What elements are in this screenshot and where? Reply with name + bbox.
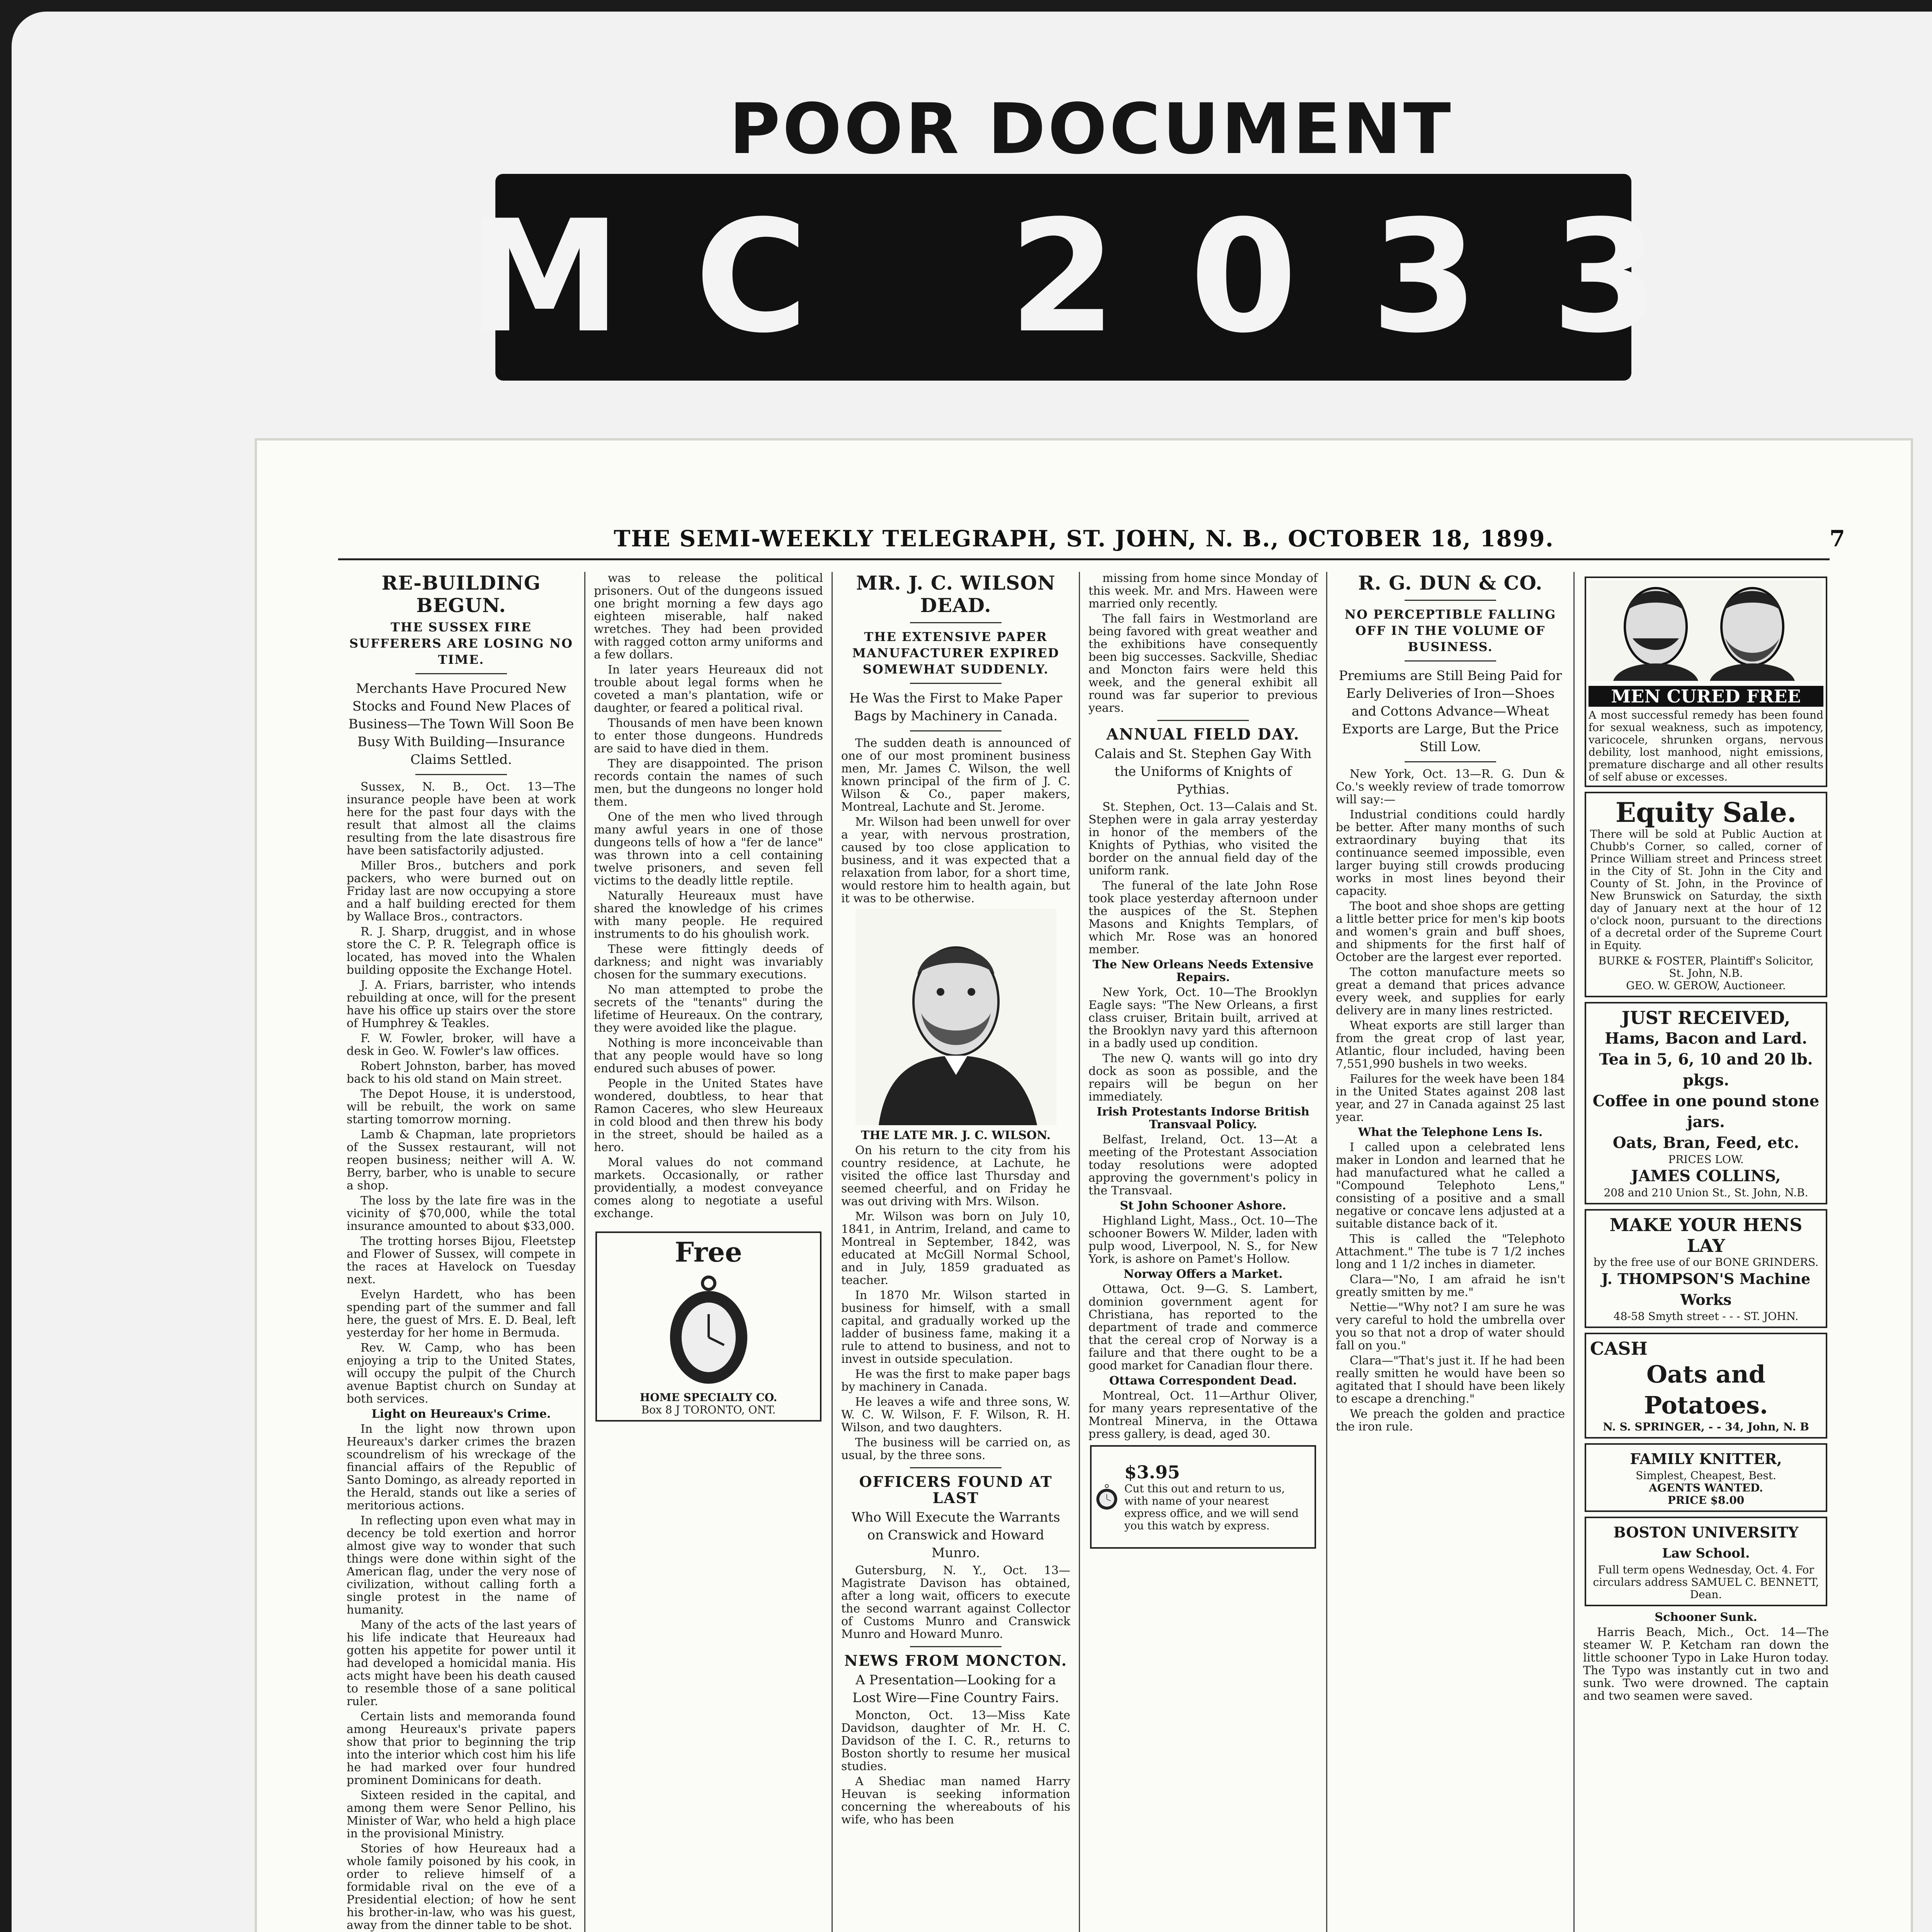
paragraph: The Depot House, it is understood, will be rebuilt, the work on same starting tomorrow morning. [347,1087,576,1126]
paragraph: Montreal, Oct. 11—Arthur Oliver, for many years representative of the Montreal Minerva, in the Ottawa press gallery, is dead, aged 30. [1088,1389,1318,1441]
family-knitter-ad [1585,1443,1827,1512]
column-5 [1327,572,1575,1932]
paragraph: Highland Light, Mass., Oct. 10—The schooner Bowers W. Milder, laden with pulp wood, Liverpool, N. S., for New York, is ashore on Pamet's Hollow. [1088,1214,1318,1266]
deck: THE EXTENSIVE PAPER MANUFACTURER EXPIRED SOMEWHAT SUDDENLY. [852,629,1060,677]
watch-price: $3.95 [1124,1462,1180,1483]
page-number: 7 [1829,526,1845,552]
portrait-engraving [855,909,1056,1125]
summary: Merchants Have Procured New Stocks and Found New Places of Business—The Town Will Soon Be Busy With Building—Insurance Claims Settled. [348,681,574,767]
headline: R. G. DUN & CO. [1358,572,1543,594]
paragraph: F. W. Fowler, broker, will have a desk in Geo. W. Fowler's law offices. [347,1032,576,1058]
column-4 [1080,572,1327,1932]
ad-text: A most successful remedy has been found for sexual weakness, such as impotency, varicocele, shrunken organs, nervous debility, lost manhood, night emissions, premature discharge and all other results of self abuse or excesses. [1588,709,1823,783]
watch-icon [662,1272,755,1388]
ad-text: Full term opens Wednesday, Oct. 4. For circulars address SAMUEL C. BENNETT, Dean. [1593,1563,1819,1601]
column-3 [833,572,1080,1932]
ad-merchant: N. S. SPRINGER, - - 34, John, N. B [1603,1420,1809,1433]
paragraph: This is called the "Telephoto Attachment." The tube is 7 1/2 inches long and 1 1/2 inches in diameter. [1336,1232,1565,1271]
equity-sale-notice [1585,792,1827,997]
headline: RE-BUILDING BEGUN. [381,572,541,617]
ad-subtitle: Law School. [1662,1546,1750,1561]
ad-prices: PRICES LOW. [1668,1153,1744,1166]
oats-potatoes-ad [1585,1333,1827,1439]
paragraph: Harris Beach, Mich., Oct. 14—The steamer W. P. Ketcham ran down the little schooner Typo in Lake Huron today. The Typo was instantly cut in two and sunk. Two were drowned. The captain and two seamen were saved. [1583,1626,1829,1703]
paragraph: Rev. W. Camp, who has been enjoying a trip to the United States, will occupy the pulpit of the Church avenue Baptist church on Sunday at both services. [347,1341,576,1406]
paragraph: No man attempted to probe the secrets of the "tenants" during the lifetime of Heureaux. On the contrary, they were avoided like the plague. [594,983,823,1035]
paragraph: Sussex, N. B., Oct. 13—The insurance people have been at work here for the past four days with the result that almost all the claims resulting from the late disastrous fire have been satisfactorily adjusted. [347,780,576,857]
divider [910,1467,1002,1468]
ad-price: PRICE $8.00 [1667,1494,1745,1507]
paragraph: Miller Bros., butchers and pork packers, who were burned out on Friday last are now occupying a store and a half building erected for them by Wallace Bros., contractors. [347,859,576,923]
ad-title: MAKE YOUR HENS LAY [1609,1214,1803,1256]
watch-ad [1090,1445,1316,1549]
column-2 [585,572,833,1932]
ad-address: 208 and 210 Union St., St. John, N.B. [1604,1186,1808,1199]
notice-solicitor: BURKE & FOSTER, Plaintiff's Solicitor, St. John, N.B. [1598,954,1814,980]
pocket-watch-icon [1095,1451,1118,1543]
headline: ANNUAL FIELD DAY. [1106,725,1300,743]
ad-company: HOME SPECIALTY CO. [639,1391,777,1404]
paragraph: Robert Johnston, barber, has moved back to his old stand on Main street. [347,1060,576,1086]
watch-text: Cut this out and return to us, with name of your nearest express office, and we will send you this watch by express. [1124,1482,1299,1532]
divider [1405,761,1496,762]
divider [1405,660,1496,662]
divider [415,774,507,775]
ad-address: Box 8 J TORONTO, ONT. [641,1403,776,1416]
ad-title: Free [675,1236,742,1268]
reel-code: MC 2033 [467,187,1733,367]
paragraph: People in the United States have wondered, doubtless, to hear that Ramon Caceres, who slew Heureaux in cold blood and then threw his body in the street, should be hailed as a hero. [594,1077,823,1154]
ad-subtitle: Simplest, Cheapest, Best. [1636,1469,1776,1482]
headline: OFFICERS FOUND AT LAST [859,1473,1053,1507]
ad-title: MEN CURED FREE [1588,686,1823,707]
column-6 [1575,572,1837,1932]
paragraph: The boot and shoe shops are getting a little better price for men's kip boots and women's grain and buff shoes, and shipments for the first half of October are the largest ever reported. [1336,900,1565,964]
paragraph: Lamb & Chapman, late proprietors of the Sussex restaurant, will not reopen business; neither will A. W. Berry, barber, who is unable to secure a shop. [347,1128,576,1192]
paragraph: Mr. Wilson was born on July 10, 1841, in Antrim, Ireland, and came to Montreal in September, 1842, was educated at McGill Normal School, and in July, 1859 graduated as teacher. [841,1210,1070,1287]
deck: THE SUSSEX FIRE SUFFERERS ARE LOSING NO TIME. [349,620,573,667]
paragraph: New York, Oct. 13—R. G. Dun & Co.'s weekly review of trade tomorrow will say:— [1336,767,1565,806]
divider [910,730,1002,731]
paragraph: A Shediac man named Harry Heuvan is seeking information concerning the whereabouts of his wife, who has been [841,1775,1070,1827]
paragraph: Moncton, Oct. 13—Miss Kate Davidson, daughter of Mr. H. C. Davidson of the I. C. R., returns to Boston shortly to resume her musical studies. [841,1709,1070,1773]
ad-title: JUST RECEIVED, [1621,1007,1791,1028]
paragraph: In later years Heureaux did not trouble about legal forms when he coveted a man's plantation, wife or daughter, or feared a political rival. [594,663,823,715]
ad-address: 48-58 Smyth street - - - ST. JOHN. [1613,1310,1799,1323]
ad-line: Tea in 5, 6, 10 and 20 lb. pkgs. [1599,1050,1813,1089]
ad-title: Oats and Potatoes. [1644,1360,1768,1419]
paragraph: Many of the acts of the last years of his life indicate that Heureaux had gotten his appetite for power until it had developed a homicidal mania. His acts might have been his death caused to resemble those of a sane political ruler. [347,1618,576,1708]
deck: NO PERCEPTIBLE FALLING OFF IN THE VOLUME OF BUSINESS. [1344,607,1556,654]
paragraph: The business will be carried on, as usual, by the three sons. [841,1436,1070,1462]
paragraph: I called upon a celebrated lens maker in London and learned that he had manufactured what he called a "Compound Telephoto Lens," consisting of a positive and a small negative or concave lens adjusted at a suitable distance back of it. [1336,1141,1565,1231]
ad-title: BOSTON UNIVERSITY [1613,1524,1799,1541]
paragraph: Evelyn Hardett, who has been spending part of the summer and fall here, the guest of Mrs. E. D. Beal, left yesterday for her home in Bermuda. [347,1288,576,1340]
paragraph: Ottawa, Oct. 9—G. S. Lambert, dominion government agent for Christiana, has reported to the department of trade and commerce that the cereal crop of Norway is a failure and that there ought to be a good market for Canadian flour there. [1088,1282,1318,1372]
paragraph: Industrial conditions could hardly be better. After many months of such extraordinary buying that its continuance seemed impossible, even larger buying still crowds producing works in most lines beyond their capacity. [1336,808,1565,898]
divider [1405,600,1496,601]
paragraph: Nothing is more inconceivable than that any people would have so long endured such abuses of power. [594,1036,823,1075]
headline: NEWS FROM MONCTON. [844,1652,1068,1669]
summary: He Was the First to Make Paper Bags by Machinery in Canada. [849,690,1063,724]
ad-cash: CASH [1590,1338,1648,1359]
summary: A Presentation—Looking for a Lost Wire—Fine Country Fairs. [852,1672,1059,1706]
paragraph: The funeral of the late John Rose took place yesterday afternoon under the auspices of the St. Stephen Masons and Knights Templars, of which Mr. Rose was an honored member. [1088,879,1318,956]
ad-line: Coffee in one pound stone jars. [1592,1092,1820,1131]
bone-grinder-ad [1585,1209,1827,1328]
paragraph: They are disappointed. The prison records contain the names of such men, but the dungeons no longer hold them. [594,757,823,809]
divider [1157,720,1249,721]
paragraph: Moral values do not command markets. Occasionally, or rather providentially, a modest conveyance comes along to negotiate a useful exchange. [594,1156,823,1220]
paragraph: The fall fairs in Westmorland are being favored with great weather and the exhibitions have consequently been big successes. Sackville, Shediac and Moncton fairs were held this week, and the general exhibit all round was far superior to previous years. [1088,612,1318,715]
paragraph: We preach the golden and practice the iron rule. [1336,1407,1565,1434]
subheading: The New Orleans Needs Extensive Repairs. [1092,958,1314,984]
paragraph: In reflecting upon even what may in decency be told exertion and horror almost give way to wonder that such things were done within sight of the American flag, under the very nose of civilization, without calling forth a single protest in the name of humanity. [347,1514,576,1617]
paragraph: Belfast, Ireland, Oct. 13—At a meeting of the Protestant Association today resolutions were adopted approving the government's policy in the Transvaal. [1088,1133,1318,1197]
two-portraits-engraving [1590,580,1822,681]
paragraph: Clara—"That's just it. If he had been really smitten he would have been so agitated that I should have been likely to escape a drenching." [1336,1354,1565,1406]
ad-merchant: JAMES COLLINS, [1631,1167,1781,1185]
paragraph: Thousands of men have been known to enter those dungeons. Hundreds are said to have died in them. [594,716,823,755]
paragraph: Mr. Wilson had been unwell for over a year, with nervous prostration, caused by too close application to business, and it was expected that a relaxation from labor, for a short time, would restore him to health again, but it was to be otherwise. [841,815,1070,905]
summary: Calais and St. Stephen Gay With the Uniforms of Knights of Pythias. [1094,746,1312,797]
paragraph: These were fittingly deeds of darkness; and night was invariably chosen for the summary executions. [594,942,823,981]
paragraph: Gutersburg, N. Y., Oct. 13—Magistrate Davison has obtained, after a long wait, officers to execute the second warrant against Collector of Customs Munro and Cranswick Munro and Howard Munro. [841,1564,1070,1641]
paragraph: On his return to the city from his country residence, at Lachute, he visited the office last Thursday and seemed cheerful, and on Friday he was out driving with Mrs. Wilson. [841,1144,1070,1208]
newspaper-page [257,440,1911,1932]
divider [910,622,1002,623]
paragraph: He leaves a wife and three sons, W. W. C. W. Wilson, F. F. Wilson, R. H. Wilson, and two daughters. [841,1395,1070,1434]
poor-document-label: POOR DOCUMENT [729,89,1453,170]
paragraph: New York, Oct. 10—The Brooklyn Eagle says: "The New Orleans, a first class cruiser, Britain built, arrived at the Brooklyn navy yard this afternoon in a badly used up condition. [1088,986,1318,1050]
paragraph: He was the first to make paper bags by machinery in Canada. [841,1367,1070,1394]
paragraph: In 1870 Mr. Wilson started in business for himself, with a small capital, and gradually worked up the ladder of business fame, making it a rule to attend to business, and not to invest in outside speculation. [841,1289,1070,1366]
paragraph: Stories of how Heureaux had a whole family poisoned by his cook, in order to relieve himself of a formidable rival on the eve of a Presidential election; of how he sent his brother-in-law, who was his guest, away from the dinner table to be shot. [347,1842,576,1932]
paragraph: The sudden death is announced of one of our most prominent business men, Mr. James C. Wilson, the well known principal of the firm of J. C. Wilson & Co., paper makers, Montreal, Lachute and St. Jerome. [841,736,1070,814]
paragraph: The loss by the late fire was in the vicinity of $70,000, while the total insurance amounted to about $33,000. [347,1194,576,1233]
divider [910,1646,1002,1647]
ad-subtitle: by the free use of our BONE GRINDERS. [1593,1256,1819,1269]
paragraph: Certain lists and memoranda found among Heureaux's private papers show that prior to beginning the trip into the interior which cost him his life he had marked over four hundred prominent Dominicans for death. [347,1710,576,1787]
summary: Premiums are Still Being Paid for Early Deliveries of Iron—Shoes and Cottons Advance—Wheat Exports are Large, But the Price Still Low. [1338,668,1562,755]
paragraph: St. Stephen, Oct. 13—Calais and St. Stephen were in gala array yesterday in honor of the members of the Knights of Pythias, who visited the border on the annual field day of the uniform rank. [1088,800,1318,878]
men-cured-ad [1585,577,1827,787]
ad-line: Oats, Bran, Feed, etc. [1612,1134,1799,1152]
paragraph: Failures for the week have been 184 in the United States against 208 last year, and 27 in Canada against 25 last year. [1336,1072,1565,1124]
paragraph: Naturally Heureaux must have shared the knowledge of his crimes with many people. He required instruments to do his ghoulish work. [594,889,823,941]
subheading: Norway Offers a Market. [1123,1267,1283,1281]
column-1 [338,572,585,1932]
divider [910,683,1002,684]
paragraph: was to release the political prisoners. Out of the dungeons issued one bright morning a few days ago eighteen miserable, half naked wretches. They had been provided with ragged cotton army uniforms and a few dollars. [594,572,823,662]
subheading: Schooner Sunk. [1655,1611,1757,1624]
paragraph: missing from home since Monday of this week. Mr. and Mrs. Haween were married only recently. [1088,572,1318,611]
reel-code-box [467,174,1733,381]
subheading: Light on Heureaux's Crime. [371,1407,551,1421]
paragraph: In the light now thrown upon Heureaux's darker crimes the brazen scoundrelism of his wreckage of the financial affairs of the Republic of Santo Domingo, as already reported in the Herald, stands out like a series of meritorious actions. [347,1422,576,1512]
portrait-caption: THE LATE MR. J. C. WILSON. [861,1129,1051,1142]
paragraph: The trotting horses Bijou, Fleetstep and Flower of Sussex, will compete in the races at Havelock on Tuesday next. [347,1235,576,1286]
subheading: Irish Protestants Indorse British Transvaal Policy. [1097,1105,1310,1131]
paragraph: Nettie—"Why not? I am sure he was very careful to hold the umbrella over you so that not a drop of water should fall on you." [1336,1301,1565,1352]
divider [415,673,507,674]
paragraph: One of the men who lived through many awful years in one of those dungeons tells of how a "fer de lance" was thrown into a cell containing twelve prisoners, and seven fell victims to the deadly little reptile. [594,810,823,888]
summary: Who Will Execute the Warrants on Cranswick and Howard Munro. [851,1510,1060,1561]
ad-agents: AGENTS WANTED. [1649,1481,1763,1494]
ad-company: J. THOMPSON'S Machine Works [1601,1270,1811,1308]
masthead: THE SEMI-WEEKLY TELEGRAPH, ST. JOHN, N. B., OCTOBER 18, 1899. [614,526,1554,552]
subheading: What the Telephone Lens Is. [1358,1126,1543,1139]
paragraph: R. J. Sharp, druggist, and in whose store the C. P. R. Telegraph office is located, has moved into the Whalen building opposite the Exchange Hotel. [347,925,576,977]
notice-auctioneer: GEO. W. GEROW, Auctioneer. [1626,979,1786,992]
ad-title: FAMILY KNITTER, [1630,1450,1782,1468]
paragraph: Wheat exports are still larger than from the great crop of last year, Atlantic, flour included, having been 7,551,990 bushels in two weeks. [1336,1019,1565,1071]
headline: MR. J. C. WILSON DEAD. [856,572,1056,617]
free-watch-ad [595,1231,821,1422]
notice-text: There will be sold at Public Auction at Chubb's Corner, so called, corner of Prince William street and Princess street in the City of St. John in the City and County of St. John, in the Province of New Brunswick on Saturday, the sixth day of January next at the hour of 12 o'clock noon, pursuant to the directions of a decretal order of the Supreme Court in Equity. [1590,828,1822,952]
notice-title: Equity Sale. [1615,796,1797,828]
subheading: St John Schooner Ashore. [1120,1199,1286,1213]
paragraph: Sixteen resided in the capital, and among them were Senor Pellino, his Minister of War, who held a high place in the provisional Ministry. [347,1789,576,1840]
paragraph: J. A. Friars, barrister, who intends rebuilding at once, will for the present have his office up stairs over the store of Humphrey & Teakles. [347,978,576,1030]
masthead-rule [338,558,1830,560]
paragraph: The new Q. wants will go into dry dock as soon as possible, and the repairs will be begun on her immediately. [1088,1052,1318,1104]
subheading: Ottawa Correspondent Dead. [1109,1374,1297,1388]
paragraph: Clara—"No, I am afraid he isn't greatly smitten by me." [1336,1273,1565,1299]
just-received-ad [1585,1002,1827,1204]
ad-line: Hams, Bacon and Lard. [1604,1029,1808,1048]
boston-university-ad [1585,1517,1827,1606]
paragraph: The cotton manufacture meets so great a demand that prices advance every week, and supplies for early delivery are in many lines restricted. [1336,966,1565,1017]
